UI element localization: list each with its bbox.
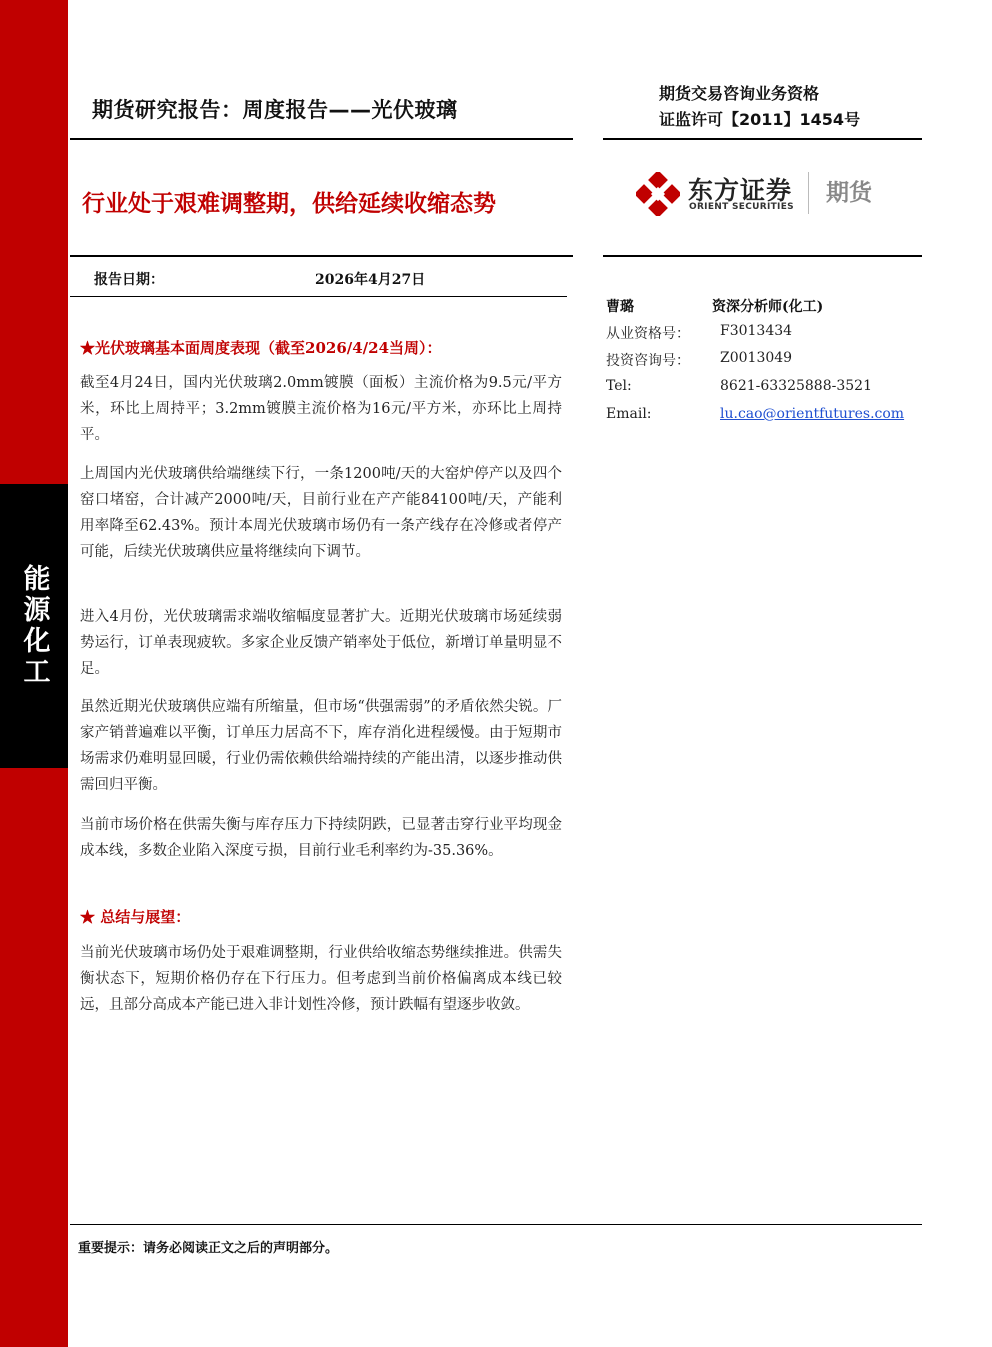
section-heading-weekly: ★光伏玻璃基本面周度表现（截至2026/4/24当周）： xyxy=(80,339,442,357)
email-label: Email: xyxy=(606,406,652,422)
paragraph: 虽然近期光伏玻璃供应端有所缩量，但市场“供强需弱”的矛盾依然尖锐。厂家产销普遍难以平衡，订单压力居高不下，库存消化进程缓慢。由于短期市场需求仍难明显回暖，行业仍需依赖供给端持续的产能出清，以逐步推动供需回归平衡。 xyxy=(80,699,562,793)
analyst-title: 资深分析师(化工) xyxy=(712,299,824,315)
date-divider-bottom xyxy=(70,296,567,297)
report-type-title: 期货研究报告：周度报告——光伏玻璃 xyxy=(92,98,458,122)
consulting-value: Z0013049 xyxy=(720,350,793,366)
paragraph: 当前光伏玻璃市场仍处于艰难调整期，行业供给收缩态势继续推进。供需失衡状态下，短期价格仍存在下行压力。但考虑到当前价格偏离成本线已较远，且部分高成本产能已进入非计划性冷修，预计跌幅有望逐步收敛。 xyxy=(80,945,562,1013)
license-value: F3013434 xyxy=(720,323,793,339)
category-label: 能源化工 xyxy=(18,564,50,688)
consulting-label: 投资咨询号： xyxy=(606,353,690,369)
footer-divider xyxy=(70,1224,922,1225)
paragraph: 上周国内光伏玻璃供给端继续下行，一条1200吨/天的大窑炉停产以及四个窑口堵窑，合计减产2000吨/天，目前行业在产产能84100吨/天，产能利用率降至62.43%。预计本周光伏玻璃市场仍有一条产线存在冷修或者停产可能，后续光伏玻璃供应量将继续向下调节。 xyxy=(80,466,562,560)
header-divider-right xyxy=(603,138,922,140)
analyst-name: 曹璐 xyxy=(606,299,634,315)
tel-label: Tel: xyxy=(606,378,632,394)
logo-name-cn: 东方证券 xyxy=(688,176,793,205)
analyst-divider-top xyxy=(603,255,922,257)
qualification-line-2: 证监许可【2011】1454号 xyxy=(659,110,861,129)
qualification-line-1: 期货交易咨询业务资格 xyxy=(659,84,820,103)
email-link[interactable]: lu.cao@orientfutures.com xyxy=(720,406,905,422)
logo-separator xyxy=(808,172,809,214)
paragraph: 截至4月24日，国内光伏玻璃2.0mm镀膜（面板）主流价格为9.5元/平方米，环比上周持平；3.2mm镀膜主流价格为16元/平方米，亦环比上周持平。 xyxy=(80,375,562,443)
license-label: 从业资格号： xyxy=(606,326,690,342)
report-date-label: 报告日期： xyxy=(94,272,164,288)
tel-value: 8621-63325888-3521 xyxy=(720,378,872,394)
category-tab xyxy=(0,484,68,768)
logo-name-en: ORIENT SECURITIES xyxy=(689,202,794,212)
report-date-value: 2026年4月27日 xyxy=(315,272,426,288)
header-divider-left xyxy=(70,138,573,140)
paragraph: 当前市场价格在供需失衡与库存压力下持续阴跌，已显著击穿行业平均现金成本线，多数企业陷入深度亏损，目前行业毛利率约为-35.36%。 xyxy=(80,817,562,859)
report-headline: 行业处于艰难调整期，供给延续收缩态势 xyxy=(82,191,496,217)
footer-notice: 重要提示：请务必阅读正文之后的声明部分。 xyxy=(78,1241,339,1256)
paragraph: 进入4月份，光伏玻璃需求端收缩幅度显著扩大。近期光伏玻璃市场延续弱势运行，订单表现疲软。多家企业反馈产销率处于低位，新增订单量明显不足。 xyxy=(80,609,562,677)
orient-logo-icon xyxy=(636,172,680,216)
company-logo xyxy=(636,170,886,218)
date-divider-top xyxy=(70,255,573,257)
logo-subtitle: 期货 xyxy=(826,180,872,206)
section-heading-summary: ★ 总结与展望： xyxy=(80,908,191,926)
